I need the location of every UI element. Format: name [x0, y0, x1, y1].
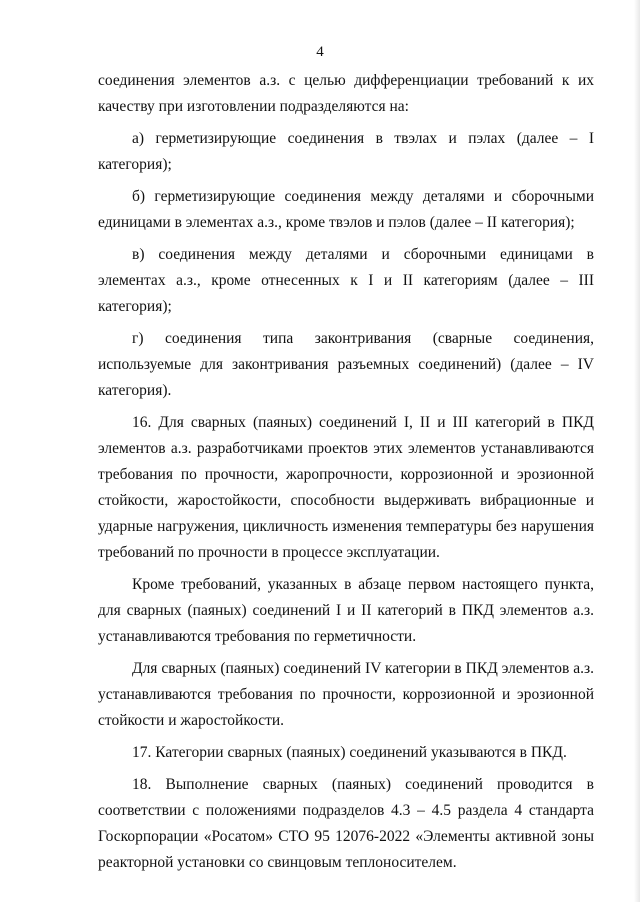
list-item-a: а) герметизирующие соединения в твэлах и пэлах (далее – I категория); [98, 130, 594, 173]
clause-18: 18. Выполнение сварных (паяных) соединений проводится в соответствии с положениями подразделов 4.3 – 4.5 раздела 4 стандарта Госкорпорации «Росатом» СТО 95 12076-2022 «Элементы активной зоны реакторной установки со свинцовым теплоносителем. [98, 776, 594, 871]
list-item-d: г) соединения типа законтривания (сварные соединения, используемые для законтривания разъемных соединений) (далее – IV категория). [98, 330, 594, 399]
clause-16: 16. Для сварных (паяных) соединений I, II и III категорий в ПКД элементов а.з. разработчиками проектов этих элементов устанавливаются требования по прочности, жаропрочности, коррозионной и эрозионной стойкости, жаростойкости, способности выдерживать вибрационные и ударные нагружения, цикличность изменения температуры без нарушения требований по прочности в процессе эксплуатации. [98, 414, 594, 561]
clause-17: 17. Категории сварных (паяных) соединений указываются в ПКД. [132, 744, 567, 761]
paragraph-intro: соединения элементов а.з. с целью дифференциации требований к их качеству при изготовлении подразделяются на: [98, 72, 594, 115]
scan-edge [634, 0, 640, 902]
clause-16-paragraph-3: Для сварных (паяных) соединений IV категории в ПКД элементов а.з. устанавливаются требования по прочности, коррозионной и эрозионной стойкости и жаростойкости. [98, 660, 594, 729]
list-item-b: б) герметизирующие соединения между деталями и сборочными единицами в элементах а.з., кроме твэлов и пэлов (далее – II категория); [98, 188, 594, 231]
document-body [98, 68, 594, 876]
page-number: 4 [316, 44, 324, 60]
clause-16-paragraph-2: Кроме требований, указанных в абзаце первом настоящего пункта, для сварных (паяных) соединений I и II категорий в ПКД элементов а.з. устанавливаются требования по герметичности. [98, 576, 594, 645]
list-item-c: в) соединения между деталями и сборочными единицами в элементах а.з., кроме отнесенных к I и II категориям (далее – III категория); [98, 246, 594, 315]
